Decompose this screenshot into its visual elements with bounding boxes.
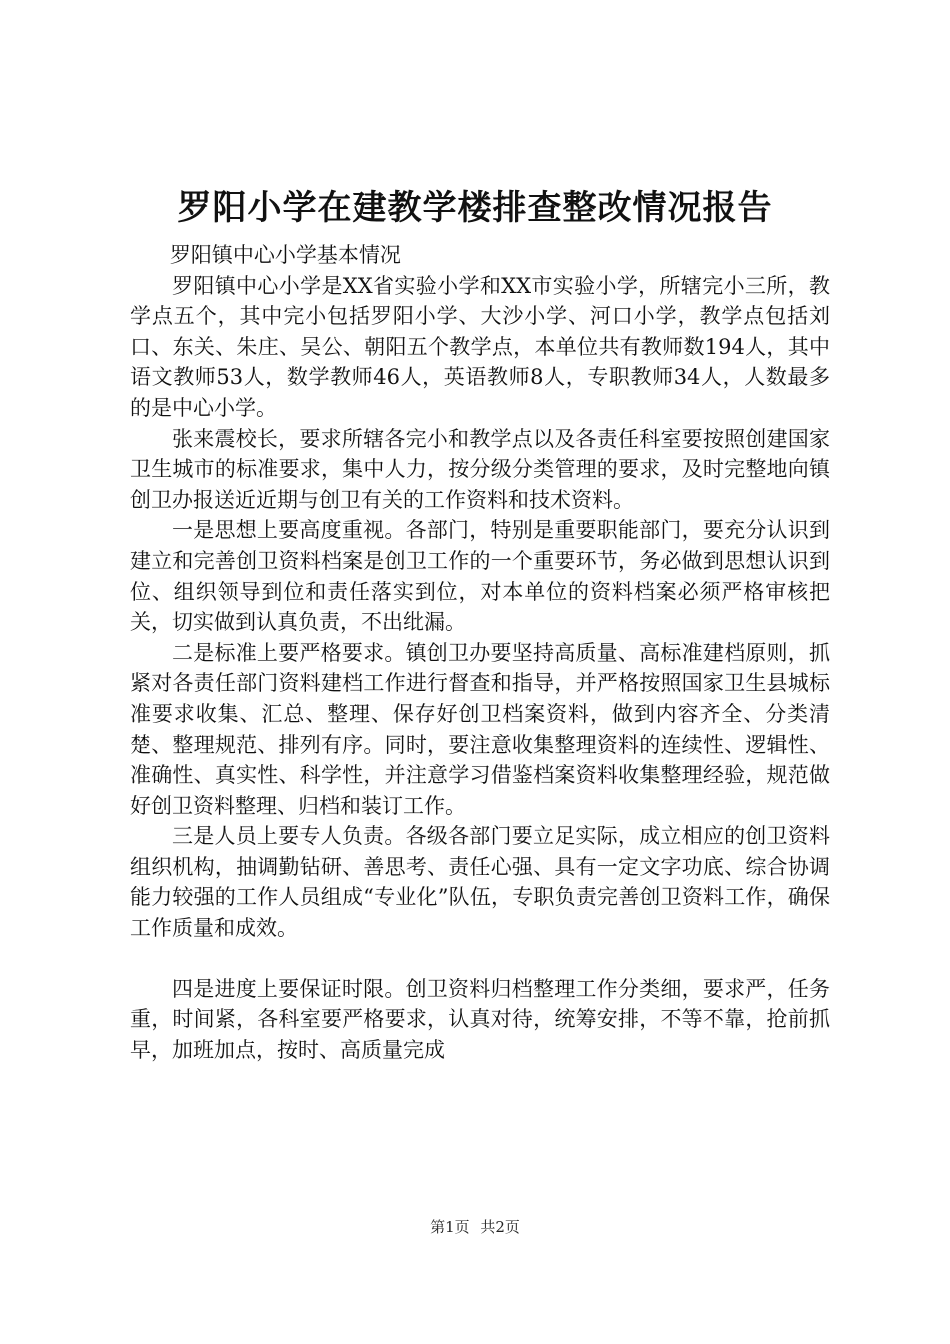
paragraph-point-two: 二是标准上要严格要求。镇创卫办要坚持高质量、高标准建档原则，抓紧对各责任部门资料建档工作进行督查和指导，并严格按照国家卫生县城标准要求收集、汇总、整理、保存好创卫档案资料，做到内容齐全、分类清楚、整理规范、排列有序。同时，要注意收集整理资料的连续性、逻辑性、准确性、真实性、科学性，并注意学习借鉴档案资料收集整理经验，规范做好创卫资料整理、归档和装订工作。 — [130, 640, 830, 818]
document-title: 罗阳小学在建教学楼排查整改情况报告 — [177, 188, 773, 228]
section-subheading: 罗阳镇中心小学基本情况 — [169, 243, 401, 267]
paragraph-point-one: 一是思想上要高度重视。各部门，特别是重要职能部门，要充分认识到建立和完善创卫资料档案是创卫工作的一个重要环节，务必做到思想认识到位、组织领导到位和责任落实到位，对本单位的资料档案必须严格审核把关，切实做到认真负责，不出纰漏。 — [130, 518, 830, 635]
paragraph-point-three: 三是人员上要专人负责。各级各部门要立足实际，成立相应的创卫资料组织机构，抽调勤钻研、善思考、责任心强、具有一定文字功底、综合协调能力较强的工作人员组成“专业化”队伍，专职负责完善创卫资料工作，确保工作质量和成效。 — [130, 824, 830, 941]
page-footer — [0, 1217, 950, 1237]
paragraph-point-four: 四是进度上要保证时限。创卫资料归档整理工作分类细，要求严，任务重，时间紧，各科室要严格要求，认真对待，统筹安排，不等不靠，抢前抓早，加班加点，按时、高质量完成 — [130, 976, 830, 1062]
document-body — [130, 240, 830, 1065]
page-total: 共2页 — [480, 1218, 520, 1236]
page-number: 第1页 — [430, 1218, 470, 1236]
paragraph-school-overview: 罗阳镇中心小学是XX省实验小学和XX市实验小学，所辖完小三所，教学点五个，其中完小包括罗阳小学、大沙小学、河口小学，教学点包括刘口、东关、朱庄、吴公、朝阳五个教学点，本单位共有教师数194人，其中语文教师53人，数学教师46人，英语教师8人，专职教师34人，人数最多的是中心小学。 — [130, 273, 830, 420]
paragraph-principal-requirements: 张来震校长，要求所辖各完小和教学点以及各责任科室要按照创建国家卫生城市的标准要求，集中人力，按分级分类管理的要求，及时完整地向镇创卫办报送近近期与创卫有关的工作资料和技术资料。 — [130, 426, 830, 512]
